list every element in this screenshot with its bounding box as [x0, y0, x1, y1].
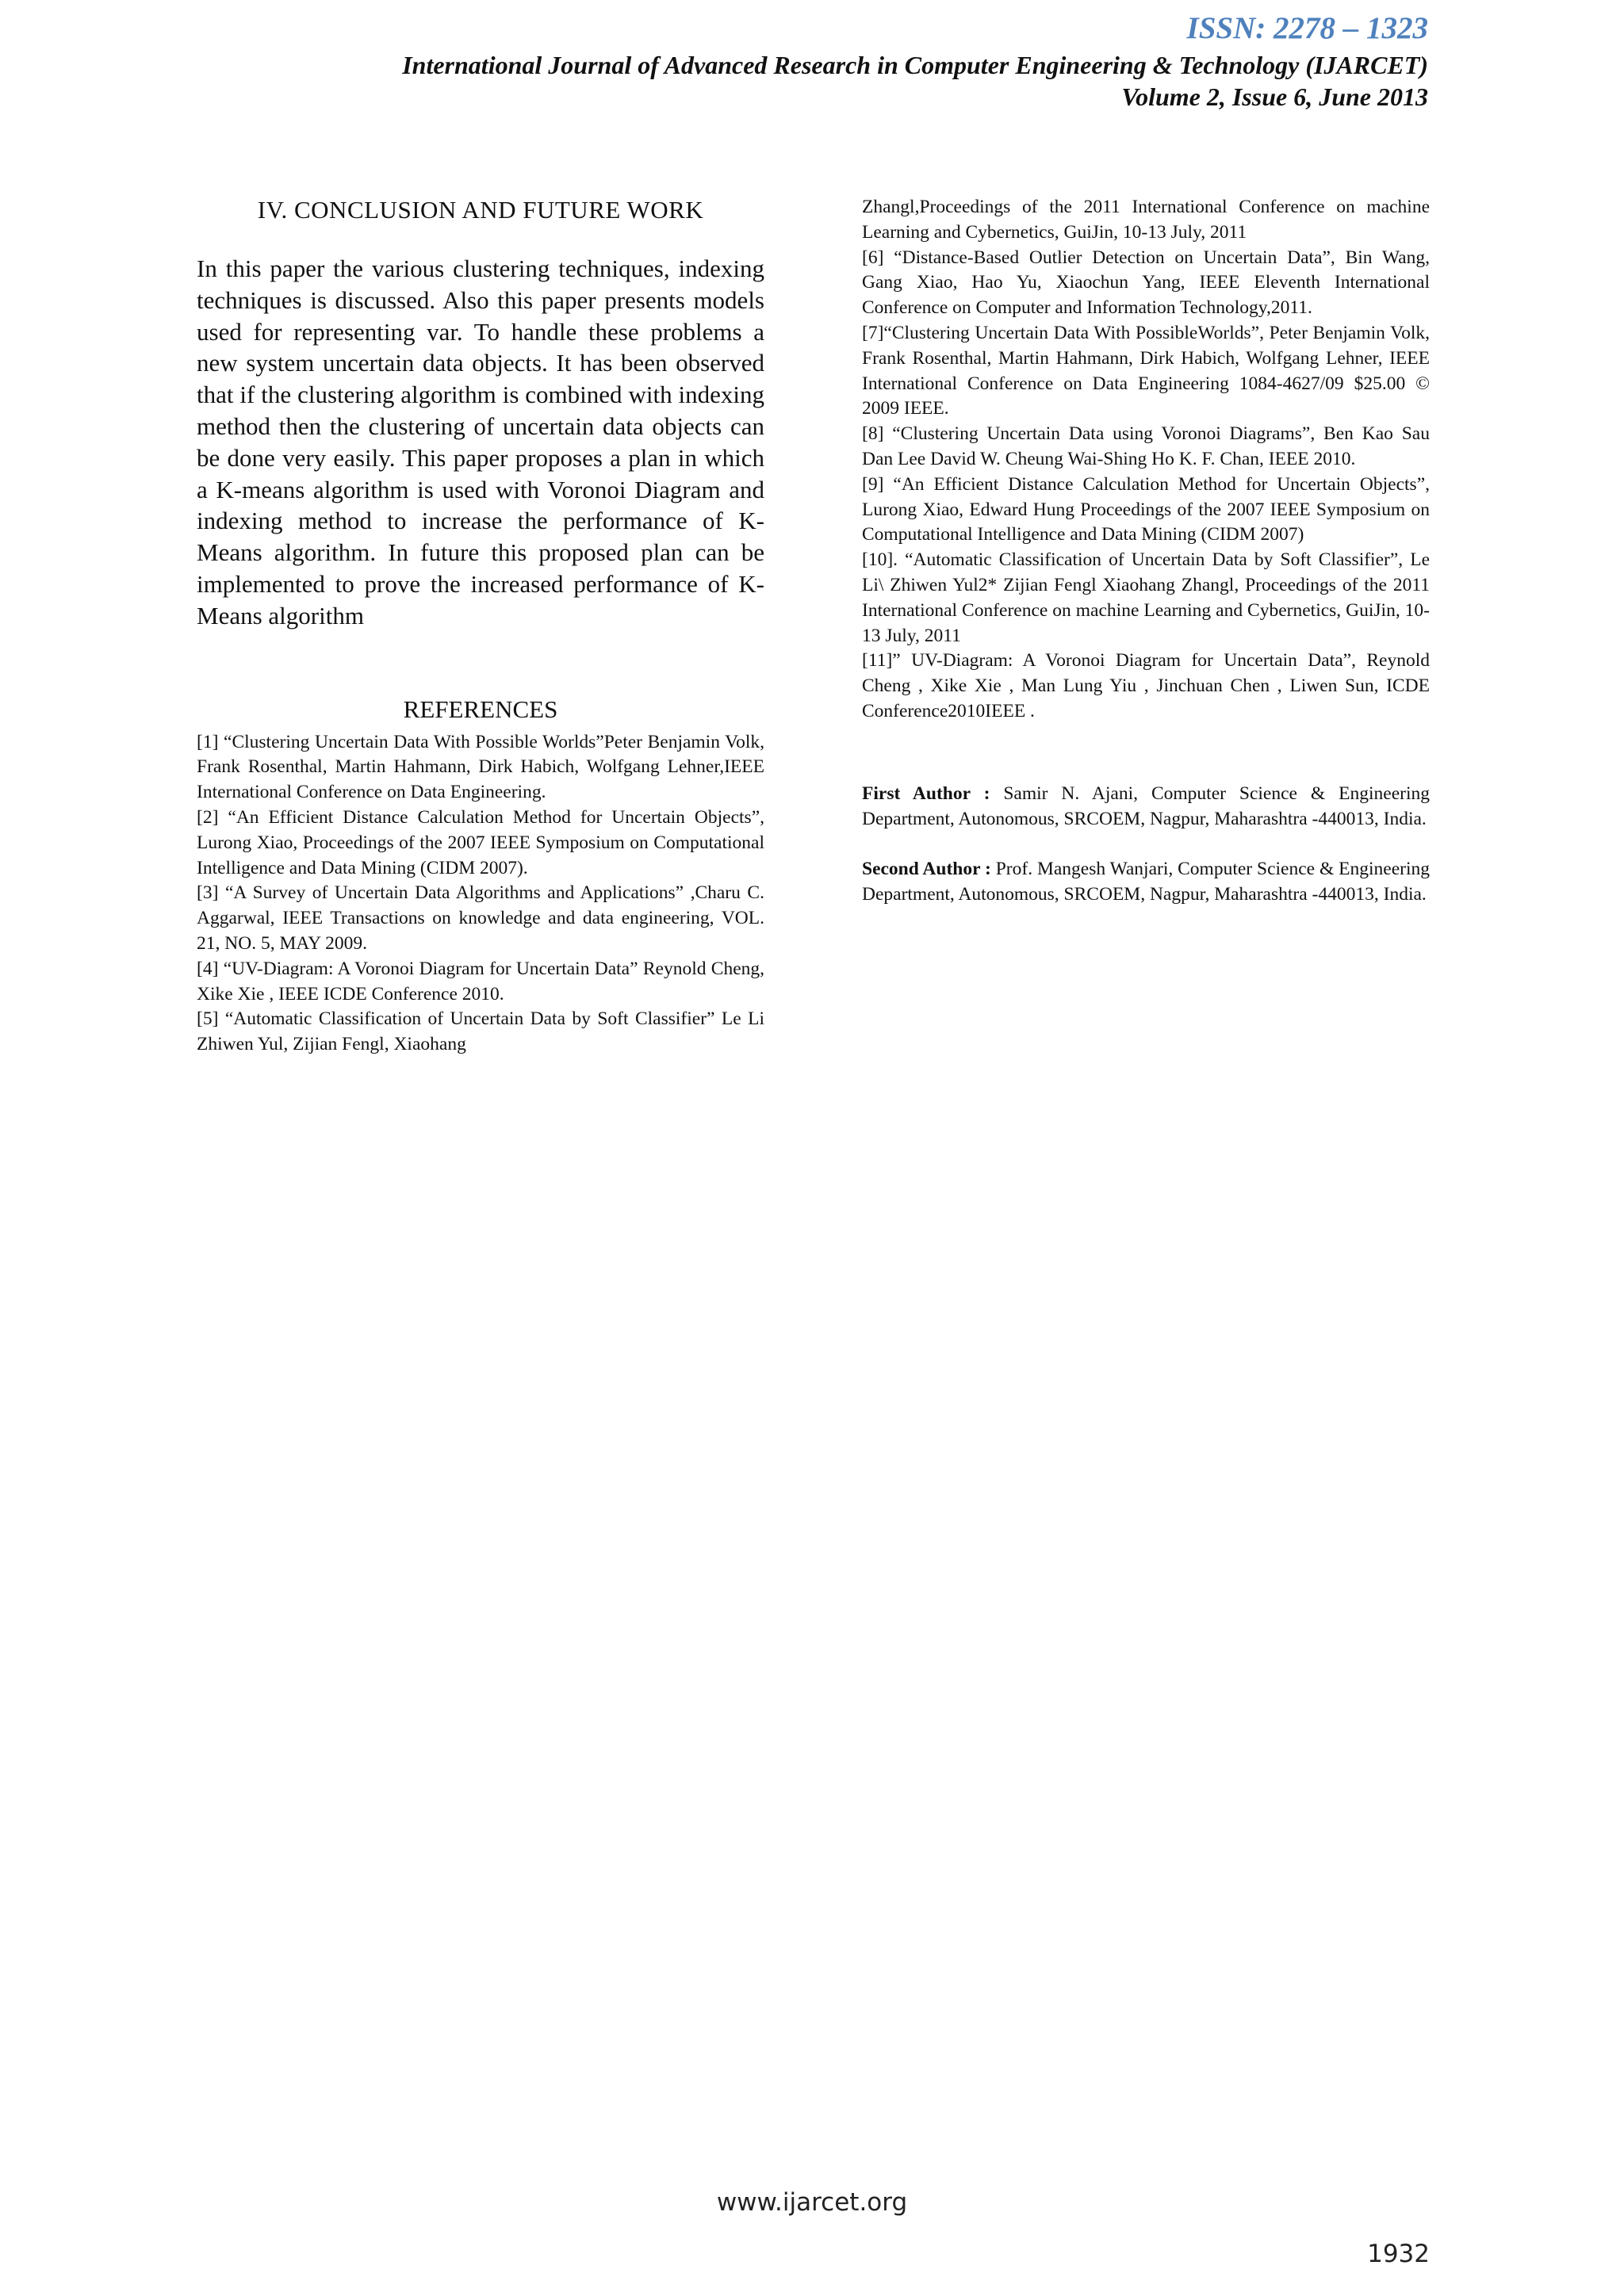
- reference-11: [11]” UV-Diagram: A Voronoi Diagram for Uncertain Data”, Reynold Cheng , Xike Xie , Man Lung Yiu , Jinchuan Chen , Liwen Sun, ICDE Conference2010IEEE .: [862, 650, 1430, 721]
- reference-3: [3] “A Survey of Uncertain Data Algorithms and Applications” ,Charu C. Aggarwal, IEEE Transactions on knowledge and data engineering, VOL. 21, NO. 5, MAY 2009.: [197, 882, 764, 954]
- second-author-details: Prof. Mangesh Wanjari, Computer Science & Engineering Department, Autonomous, SRCOEM, Nagpur, Maharashtra -440013, India.: [862, 859, 1430, 905]
- reference-7: [7]“Clustering Uncertain Data With PossibleWorlds”, Peter Benjamin Volk, Frank Rosenthal, Martin Hahmann, Dirk Habich, Wolfgang Lehner, IEEE International Conference on Data Engineering 1084-4627/09 $25.00 © 2009 IEEE.: [862, 322, 1430, 419]
- left-column: [197, 194, 764, 1058]
- reference-1: [1] “Clustering Uncertain Data With Possible Worlds”Peter Benjamin Volk, Frank Rosenthal, Martin Hahmann, Dirk Habich, Wolfgang Lehner,IEEE International Conference on Data Engineering.: [197, 731, 764, 803]
- footer-url: www.ijarcet.org: [716, 2188, 908, 2217]
- second-author: [862, 857, 1430, 908]
- reference-8: [8] “Clustering Uncertain Data using Voronoi Diagrams”, Ben Kao Sau Dan Lee David W. Cheung Wai-Shing Ho K. F. Chan, IEEE 2010.: [862, 423, 1430, 469]
- conclusion-heading: IV. CONCLUSION AND FUTURE WORK: [257, 196, 704, 224]
- page-number: 1932: [1367, 2240, 1430, 2268]
- issn-label: ISSN: 2278 – 1323: [1186, 11, 1428, 45]
- volume-issue: Volume 2, Issue 6, June 2013: [1121, 82, 1428, 111]
- journal-title: International Journal of Advanced Research in Computer Engineering & Technology (IJARCET): [402, 51, 1428, 79]
- reference-4: [4] “UV-Diagram: A Voronoi Diagram for Uncertain Data” Reynold Cheng, Xike Xie , IEEE ICDE Conference 2010.: [197, 958, 764, 1004]
- first-author-label: First Author :: [862, 783, 990, 804]
- reference-5-continuation: Zhangl,Proceedings of the 2011 International Conference on machine Learning and Cybernetics, GuiJin, 10-13 July, 2011: [862, 197, 1430, 243]
- first-author-details: Samir N. Ajani, Computer Science & Engineering Department, Autonomous, SRCOEM, Nagpur, Maharashtra -440013, India.: [862, 783, 1430, 829]
- reference-9: [9] “An Efficient Distance Calculation Method for Uncertain Objects”, Lurong Xiao, Edward Hung Proceedings of the 2007 IEEE Symposium on Computational Intelligence and Data Mining (CIDM 2007): [862, 473, 1430, 545]
- page-header: [402, 10, 1428, 113]
- right-column: [862, 195, 1430, 908]
- first-author: [862, 782, 1430, 832]
- reference-2: [2] “An Efficient Distance Calculation Method for Uncertain Objects”, Lurong Xiao, Proceedings of the 2007 IEEE Symposium on Computational Intelligence and Data Mining (CIDM 2007).: [197, 806, 764, 878]
- reference-6: [6] “Distance-Based Outlier Detection on Uncertain Data”, Bin Wang, Gang Xiao, Hao Yu, Xiaochun Yang, IEEE Eleventh International Conference on Computer and Information Technology,2011.: [862, 247, 1430, 319]
- second-author-label: Second Author :: [862, 859, 991, 880]
- conclusion-paragraph: In this paper the various clustering techniques, indexing techniques is discussed. Also this paper presents models used for representing var. To handle these problems a new system uncertain data objects. It has been observed that if the clustering algorithm is combined with indexing method then the clustering of uncertain data objects can be done very easily. This paper proposes a plan in which a K-means algorithm is used with Voronoi Diagram and indexing method to increase the performance of K-Means algorithm. In future this proposed plan can be implemented to prove the increased performance of K-Means algorithm: [197, 254, 764, 629]
- references-heading: REFERENCES: [403, 695, 558, 723]
- reference-5: [5] “Automatic Classification of Uncertain Data by Soft Classifier” Le Li Zhiwen Yul, Zijian Fengl, Xiaohang: [197, 1008, 764, 1055]
- reference-10: [10]. “Automatic Classification of Uncertain Data by Soft Classifier”, Le Li\ Zhiwen Yul2* Zijian Fengl Xiaohang Zhangl, Proceedings of the 2011 International Conference on machine Learning and Cybernetics, GuiJin, 10-13 July, 2011: [862, 549, 1430, 646]
